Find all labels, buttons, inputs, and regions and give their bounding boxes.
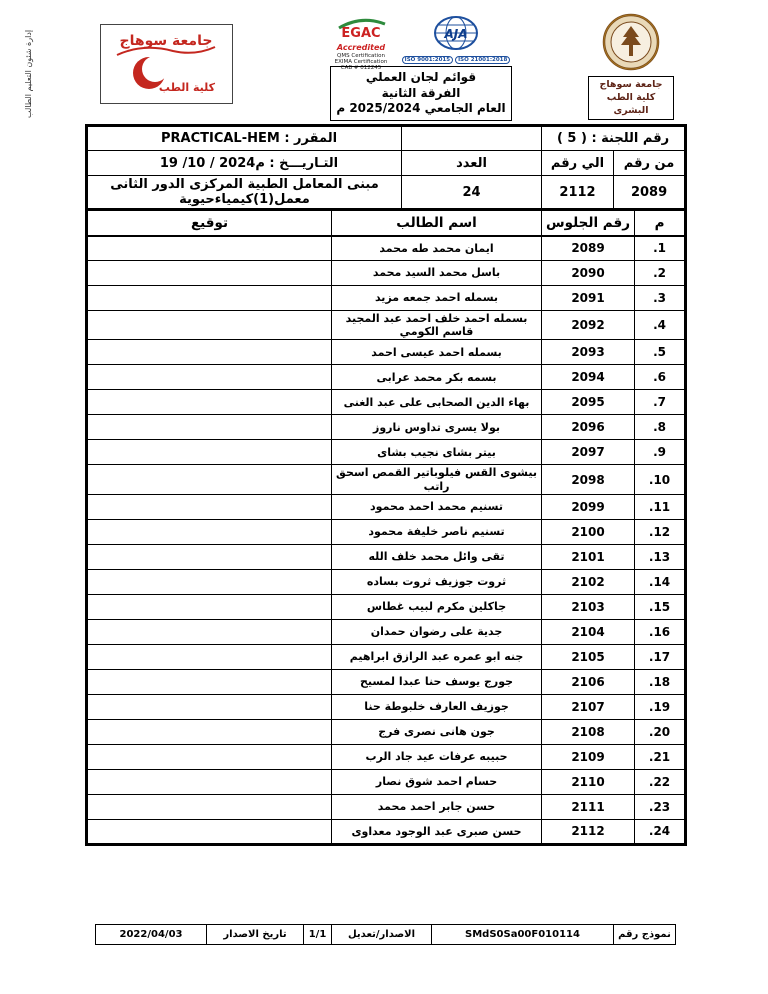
table-row <box>87 569 686 594</box>
column-header-seat: رقم الجلوس <box>542 210 635 236</box>
row-number: 23. <box>635 794 686 819</box>
student-name: تقى وائل محمد خلف الله <box>332 544 542 569</box>
student-name: بهاء الدين الصحابى على عبد الغنى <box>332 390 542 415</box>
table-row <box>87 619 686 644</box>
info-row-labels <box>87 151 686 176</box>
row-number: 4. <box>635 311 686 340</box>
faculty-name: كلية الطب البشرى <box>606 91 656 116</box>
stamp-calligraphy-graphic <box>101 25 231 102</box>
seat-number: 2101 <box>542 544 635 569</box>
seat-number: 2103 <box>542 594 635 619</box>
university-logo-block <box>588 13 674 120</box>
course-label: المقرر : <box>284 131 338 146</box>
student-name: جون هانى نصرى فرج <box>332 719 542 744</box>
seat-number: 2105 <box>542 644 635 669</box>
table-row <box>87 340 686 365</box>
student-name: بيشوى القس فيلوباتير القمص اسحق راتب <box>332 465 542 494</box>
seat-number: 2094 <box>542 365 635 390</box>
to-label: الي رقم <box>542 151 614 176</box>
egac-cert-line-3: CAB # 012245 <box>340 65 382 72</box>
aja-name: AJA <box>444 27 468 41</box>
student-name: تسنيم ناصر خليفة محمود <box>332 519 542 544</box>
student-name: بسمله احمد عيسى احمد <box>332 340 542 365</box>
university-seal-icon <box>602 13 660 71</box>
faculty-stamp-logo <box>100 24 233 104</box>
row-number: 7. <box>635 390 686 415</box>
iso-21001-badge: ISO 21001:2018 <box>455 56 510 64</box>
from-value: 2089 <box>614 176 686 210</box>
info-row-committee <box>87 126 686 151</box>
table-row <box>87 794 686 819</box>
signature-cell <box>87 415 332 440</box>
row-number: 5. <box>635 340 686 365</box>
table-row <box>87 694 686 719</box>
column-header-number: م <box>635 210 686 236</box>
course-value: PRACTICAL-HEM <box>160 131 280 146</box>
table-row <box>87 494 686 519</box>
signature-cell <box>87 669 332 694</box>
signature-cell <box>87 440 332 465</box>
signature-cell <box>87 719 332 744</box>
seat-number: 2111 <box>542 794 635 819</box>
table-row <box>87 744 686 769</box>
committee-number: رقم اللجنة : ( 5 ) <box>542 126 686 151</box>
seat-number: 2102 <box>542 569 635 594</box>
table-row <box>87 236 686 261</box>
title-line-lists: قوائم لجان العملي <box>365 70 477 84</box>
row-number: 11. <box>635 494 686 519</box>
date-cell <box>87 151 402 176</box>
row-number: 10. <box>635 465 686 494</box>
seat-number: 2098 <box>542 465 635 494</box>
seat-number: 2095 <box>542 390 635 415</box>
signature-cell <box>87 819 332 844</box>
student-name: بسمه بكر محمد عرابى <box>332 365 542 390</box>
table-row <box>87 465 686 494</box>
seat-number: 2093 <box>542 340 635 365</box>
signature-cell <box>87 569 332 594</box>
signature-cell <box>87 465 332 494</box>
row-number: 8. <box>635 415 686 440</box>
footer-bar <box>95 924 676 945</box>
signature-cell <box>87 286 332 311</box>
signature-cell <box>87 594 332 619</box>
table-row <box>87 819 686 844</box>
row-number: 21. <box>635 744 686 769</box>
revision-label: الاصدار/تعديل <box>331 925 431 944</box>
row-number: 17. <box>635 644 686 669</box>
student-name: جدية على رضوان حمدان <box>332 619 542 644</box>
info-row-values <box>87 176 686 210</box>
row-number: 14. <box>635 569 686 594</box>
seat-number: 2106 <box>542 669 635 694</box>
egac-name: EGAC <box>341 26 381 39</box>
column-header-name: اسم الطالب <box>332 210 542 236</box>
row-number: 1. <box>635 236 686 261</box>
student-name: تسنيم محمد احمد محمود <box>332 494 542 519</box>
table-row <box>87 519 686 544</box>
egac-emblem-icon <box>331 15 391 39</box>
course-cell <box>87 126 402 151</box>
signature-cell <box>87 494 332 519</box>
iso-badges <box>404 56 508 64</box>
stamp-faculty-text: كلية الطب <box>158 81 216 94</box>
row-number: 6. <box>635 365 686 390</box>
signature-cell <box>87 519 332 544</box>
empty-cell <box>402 126 542 151</box>
table-row <box>87 594 686 619</box>
seat-number: 2097 <box>542 440 635 465</box>
signature-cell <box>87 365 332 390</box>
student-name: ايمان محمد طه محمد <box>332 236 542 261</box>
signature-cell <box>87 769 332 794</box>
table-row <box>87 719 686 744</box>
student-table-body <box>87 236 686 845</box>
seat-number: 2104 <box>542 619 635 644</box>
student-name: جاكلين مكرم لبيب غطاس <box>332 594 542 619</box>
signature-cell <box>87 340 332 365</box>
student-name: جنه ابو عمره عبد الرازق ابراهيم <box>332 644 542 669</box>
university-name-box <box>588 76 674 120</box>
iso-9001-badge: ISO 9001:2015 <box>402 56 453 64</box>
student-name: بسمله احمد جمعه مزيد <box>332 286 542 311</box>
signature-cell <box>87 694 332 719</box>
signature-cell <box>87 390 332 415</box>
document-title-box <box>330 66 512 121</box>
column-header-signature: توقيع <box>87 210 332 236</box>
row-number: 24. <box>635 819 686 844</box>
student-name: حسن صبرى عبد الوجود معداوى <box>332 819 542 844</box>
date-value: 19 /10 / 2024م <box>159 155 265 171</box>
student-name: بسمله احمد خلف احمد عبد المجيد قاسم الكومي <box>332 311 542 340</box>
signature-cell <box>87 644 332 669</box>
egac-accredited-label: Accredited <box>336 43 386 53</box>
student-name: ثروت جوزيف ثروت بساده <box>332 569 542 594</box>
table-row <box>87 286 686 311</box>
seat-number: 2091 <box>542 286 635 311</box>
table-row <box>87 390 686 415</box>
date-label: التـاريـــخ : <box>269 155 339 171</box>
row-number: 19. <box>635 694 686 719</box>
student-name: جوزيف العارف خلبوطة حنا <box>332 694 542 719</box>
seat-number: 2110 <box>542 769 635 794</box>
student-name: جورج يوسف حنا عبدا لمسيح <box>332 669 542 694</box>
form-number-value: SMdS0Sa00F010114 <box>431 925 613 944</box>
egac-cert-line-2: EXIMA Certification <box>334 58 388 65</box>
signature-cell <box>87 744 332 769</box>
title-line-year-group: الفرقة الثانية <box>381 85 461 100</box>
student-name: حسن جابر احمد محمد <box>332 794 542 819</box>
row-number: 12. <box>635 519 686 544</box>
seat-number: 2112 <box>542 819 635 844</box>
seat-number: 2100 <box>542 519 635 544</box>
signature-cell <box>87 261 332 286</box>
signature-cell <box>87 311 332 340</box>
crescent-inner <box>142 56 168 82</box>
issue-date-label: تاريخ الاصدار <box>206 925 303 944</box>
signature-cell <box>87 236 332 261</box>
count-label: العدد <box>402 151 542 176</box>
row-number: 13. <box>635 544 686 569</box>
revision-value: 1/1 <box>303 925 331 944</box>
table-row <box>87 544 686 569</box>
column-header-row <box>87 210 686 236</box>
aja-globe-icon <box>433 15 479 51</box>
table-row <box>87 365 686 390</box>
table-row <box>87 769 686 794</box>
committee-table <box>85 124 687 846</box>
seat-number: 2092 <box>542 311 635 340</box>
seat-number: 2089 <box>542 236 635 261</box>
table-row <box>87 261 686 286</box>
signature-cell <box>87 794 332 819</box>
row-number: 18. <box>635 669 686 694</box>
table-row <box>87 669 686 694</box>
row-number: 9. <box>635 440 686 465</box>
signature-cell <box>87 619 332 644</box>
row-number: 15. <box>635 594 686 619</box>
exam-location: مبنى المعامل الطبية المركزى الدور الثانى معمل(1)كيمياءحيوية <box>87 176 402 210</box>
side-vertical-text: إدارة شئون التعليم الطالب <box>24 29 33 118</box>
student-name: بيتر بشاى نجيب بشاى <box>332 440 542 465</box>
info-section <box>87 126 686 236</box>
seat-number: 2109 <box>542 744 635 769</box>
egac-cert-line-1: QMS Certification <box>337 52 385 59</box>
student-name: بولا يسرى تداوس ناروز <box>332 415 542 440</box>
seat-number: 2090 <box>542 261 635 286</box>
seat-number: 2096 <box>542 415 635 440</box>
signature-cell <box>87 544 332 569</box>
seat-number: 2108 <box>542 719 635 744</box>
table-row <box>87 311 686 340</box>
row-number: 20. <box>635 719 686 744</box>
issue-date-value: 2022/04/03 <box>119 929 183 940</box>
seat-number: 2107 <box>542 694 635 719</box>
aja-certification-logo <box>404 15 508 64</box>
university-name: جامعة سوهاج <box>599 79 663 90</box>
table-row <box>87 644 686 669</box>
row-number: 22. <box>635 769 686 794</box>
egac-accreditation-logo <box>320 15 402 72</box>
row-number: 16. <box>635 619 686 644</box>
table-row <box>87 415 686 440</box>
student-name: باسل محمد السيد محمد <box>332 261 542 286</box>
row-number: 3. <box>635 286 686 311</box>
student-name: حسام احمد شوق نصار <box>332 769 542 794</box>
from-label: من رقم <box>614 151 686 176</box>
stamp-university-text: جامعة سوهاج <box>119 33 213 49</box>
student-name: حبيبه عرفات عيد جاد الرب <box>332 744 542 769</box>
to-value: 2112 <box>542 176 614 210</box>
count-value: 24 <box>402 176 542 210</box>
seat-number: 2099 <box>542 494 635 519</box>
row-number: 2. <box>635 261 686 286</box>
table-row <box>87 440 686 465</box>
title-line-academic-year: العام الجامعي 2025/2024 م <box>336 101 506 116</box>
form-number-label: نموذج رقم <box>613 925 675 944</box>
